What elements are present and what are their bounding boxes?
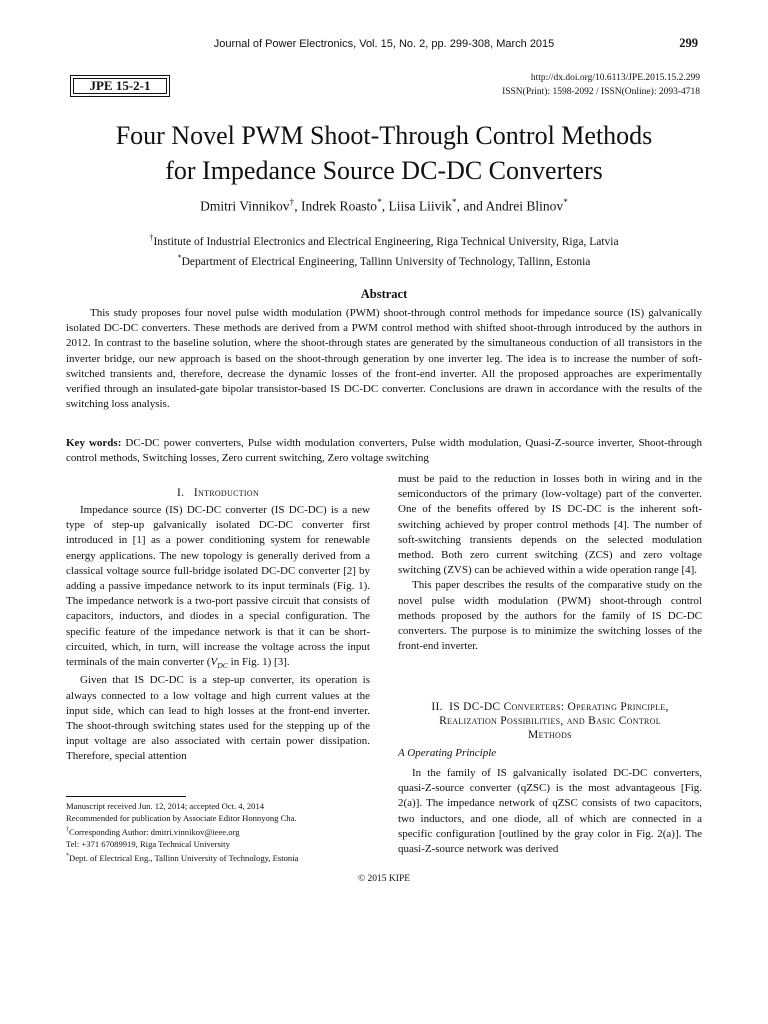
subsection-a-heading: A Operating Principle: [398, 747, 497, 759]
section-1-heading: I. Introduction: [176, 487, 260, 499]
author-2: Indrek Roasto: [300, 198, 378, 214]
jpe-id: JPE 15-2-1: [89, 78, 151, 93]
author-4-mark: *: [563, 198, 568, 208]
left-column: [66, 503, 370, 765]
keywords-label: Key words:: [66, 437, 122, 449]
title-line-2: for Impedance Source DC-DC Converters: [165, 156, 603, 185]
author-4: and Andrei Blinov: [463, 198, 564, 214]
affiliations: [0, 230, 768, 270]
doi-block: [502, 71, 700, 99]
intro-paragraph-4: This paper describes the results of the comparative study on the novel pulse width modulation (PWM) shoot-through control methods proposed by the authors for the family of IS DC-DC converters. The purpose is to minimize the switching losses of the front-end inverter.: [398, 579, 702, 653]
title-line-1: Four Novel PWM Shoot-Through Control Methods: [115, 121, 653, 150]
abstract-text: This study proposes four novel pulse width modulation (PWM) shoot-through control methods for impedance source (IS) galvanically isolated DC-DC converters. These methods are derived from a PWM control method with shifted shoot-through introduced by the authors in 2012. In contrast to the baseline solution, where the shoot-through states are generated by the simultaneous conduction of all transistors in the inverter bridge, our new approach is based on the shoot-through generation by one inverter leg. The idea is to increase the number of soft-switched transients and, therefore, decrease the dynamic losses of the front-end inverter. All the proposed approaches are experimentally verified through an insulated-gate bipolar transistor-based IS DC-DC converter. Conclusions are drawn in accordance with the results of the switching loss analysis.: [66, 307, 702, 411]
doi-link[interactable]: http://dx.doi.org/10.6113/JPE.2015.15.2.299: [530, 73, 700, 83]
author-3-mark: *: [451, 198, 457, 208]
author-list: Dmitri Vinnikov†, Indrek Roasto*, Liisa Liivik*, and Andrei Blinov*: [200, 198, 568, 214]
footnote-recommended: Recommended for publication by Associate Editor Honnyong Cha.: [66, 813, 297, 823]
paper-title: [40, 118, 728, 188]
jpe-id-box: [70, 75, 170, 97]
author-3: Liisa Liivik: [388, 198, 452, 214]
footnote-tel: Tel: +371 67089919, Riga Technical University: [66, 838, 230, 849]
section-2-heading: II. IS DC-DC Converters: Operating Principle, Realization Possibilities, and Basic Control Methods: [431, 701, 669, 741]
footnotes: [66, 800, 370, 864]
intro-paragraph-3: must be paid to the reduction in losses both in wiring and in the semiconductors of the primary (low-voltage) part of the converter. One of the benefits offered by IS DC-DC is the inherent soft-switching achieved by proper control methods [4]. The number of soft-switching transients depends on the selected modulation method. Both zero current switching (ZCS) and zero voltage switching (ZVS) can be achieved within a wide operation range [4].: [398, 473, 702, 577]
affiliation-2: *Department of Electrical Engineering, Tallinn University of Technology, Tallinn, Estonia: [177, 252, 591, 268]
right-column-bottom: [398, 766, 702, 857]
intro-paragraph-1: Impedance source (IS) DC-DC converter (IS DC-DC) is a new type of step-up galvanically isolated DC-DC converter first introduced in [1] as a power conditioning system for renewable energy applications. The new topology is generally derived from a classical voltage source full-bridge isolated DC-DC converter [2] by adding a passive impedance network to its input terminals (Fig. 1). The impedance network is a two-port passive circuit that consists of capacitors, inductors, and diodes in a special configuration. The specific feature of the impedance network is that it can be short-circuited, which, in turn, will increase the voltage across the input terminals of the main converter ($V_{DC}$ in Fig. 1) [3].: [66, 504, 370, 671]
right-column-top: [398, 472, 702, 654]
keywords-text: DC-DC power converters, Pulse width modulation converters, Pulse width modulation, Quasi-Z-source inverter, Shoot-through control methods, Switching losses, Zero current switching, Zero voltage switching: [66, 437, 703, 465]
affiliation-1: †Institute of Industrial Electronics and Electrical Engineering, Riga Technical University, Riga, Latvia: [149, 233, 619, 248]
section-2-paragraph-1: In the family of IS galvanically isolated DC-DC converters, quasi-Z-source converter (qZSC) is the most advantageous [Fig. 2(a)]. The impedance network of qZSC consists of two capacitors, two inductors, and one diode, all of which are connected in a specific configuration [outlined by the gray color in Fig. 2(a)]. The quasi-Z-source network was derived: [398, 767, 702, 856]
footnote-received: Manuscript received Jun. 12, 2014; accepted Oct. 4, 2014: [66, 801, 265, 811]
affiliation-2-mark: *: [177, 252, 182, 262]
author-1: Dmitri Vinnikov: [200, 198, 290, 214]
page-number: 299: [679, 36, 698, 50]
footnote-dept: *Dept. of Electrical Eng., Tallinn University of Technology, Estonia: [66, 852, 299, 863]
journal-header: Journal of Power Electronics, Vol. 15, No. 2, pp. 299-308, March 2015: [213, 38, 555, 50]
intro-paragraph-2: Given that IS DC-DC is a step-up converter, its operation is always connected to a low voltage and high current values at the input side, which can lead to high losses at the front-end inverter. The shoot-through switching states used for the stepping up of the input voltage are also associated with certain power dissipation. Therefore, special attention: [66, 674, 370, 763]
footnote-corresponding: †Corresponding Author: dmitri.vinnikov@ieee.org: [66, 826, 240, 837]
copyright: © 2015 KIPE: [357, 874, 411, 884]
affiliation-1-mark: †: [149, 233, 154, 242]
abstract-heading: Abstract: [360, 287, 408, 301]
issn: ISSN(Print): 1598-2092 / ISSN(Online): 2093-4718: [502, 87, 700, 97]
author-1-mark: †: [289, 198, 295, 208]
footnote-divider: [66, 796, 186, 797]
keywords: [66, 436, 702, 466]
author-2-mark: *: [377, 198, 382, 208]
